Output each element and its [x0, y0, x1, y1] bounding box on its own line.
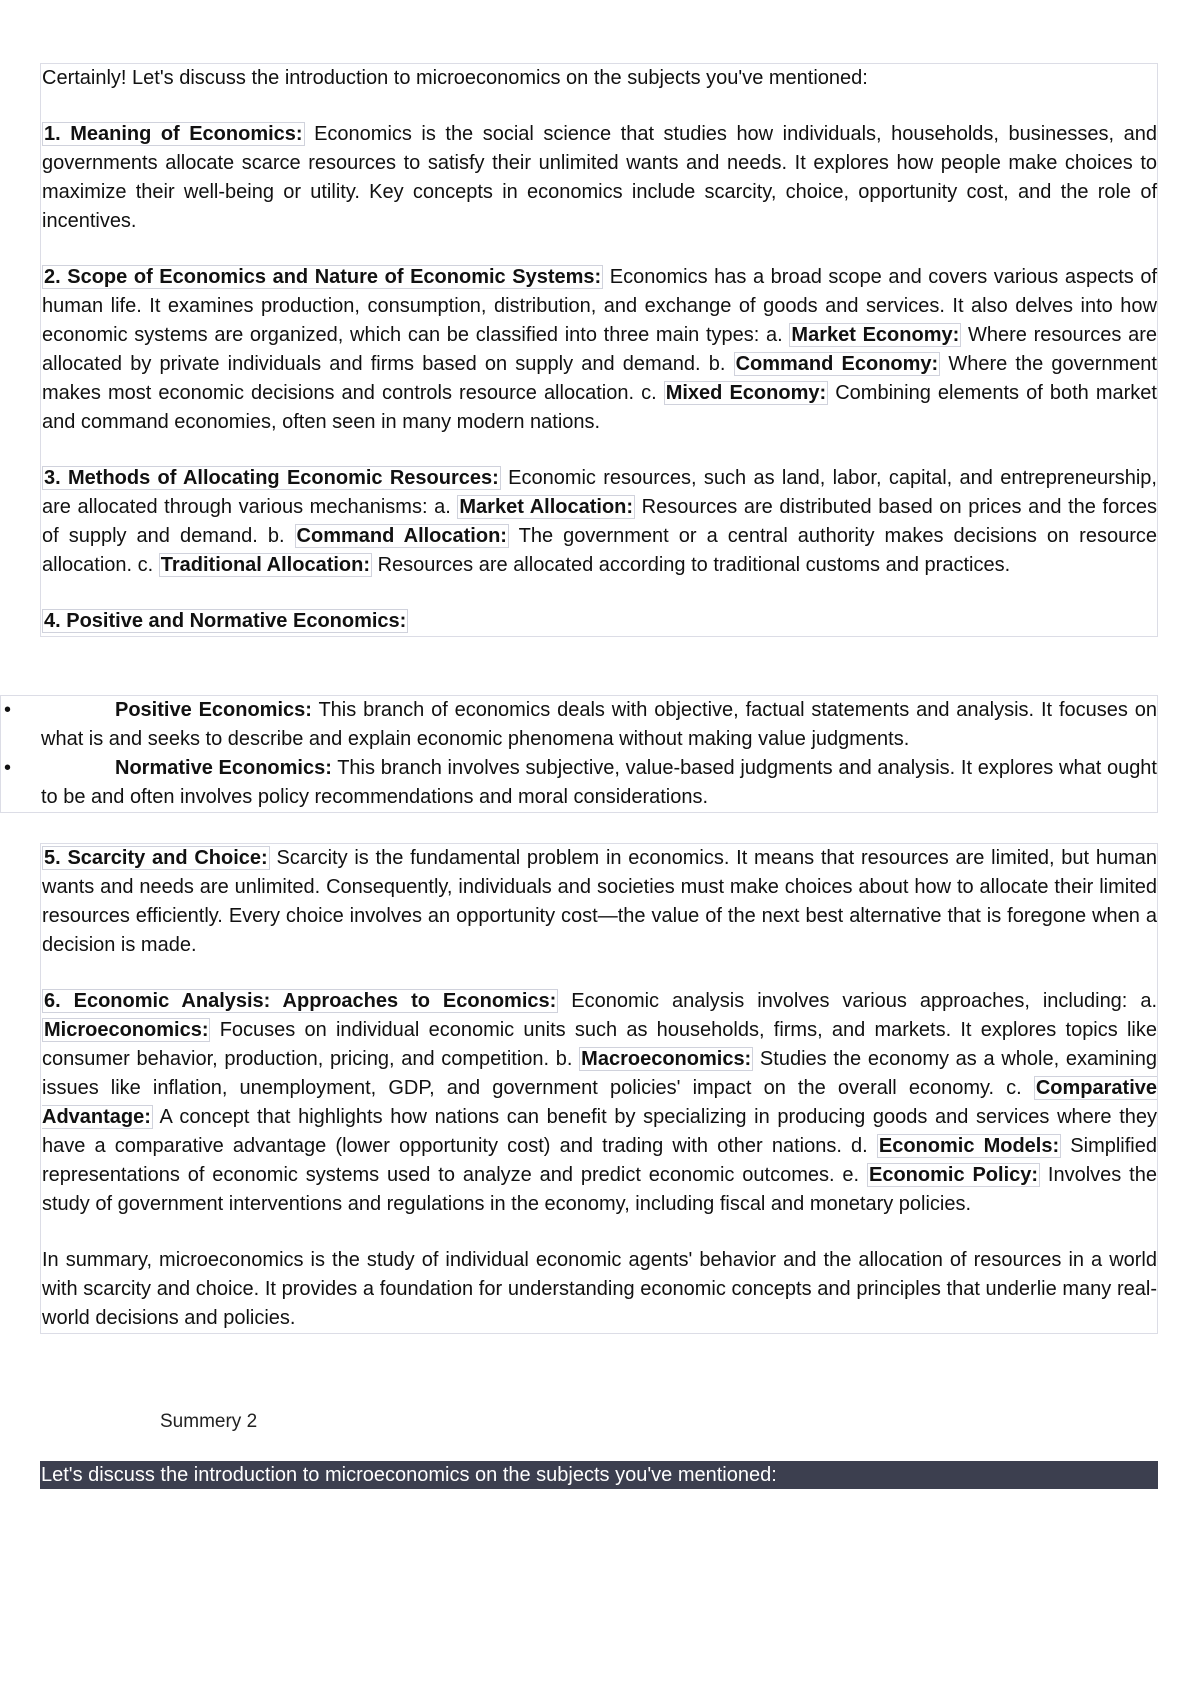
heading-positive-normative: 4. Positive and Normative Economics:: [44, 610, 407, 632]
bullet-positive-economics: [41, 696, 1157, 754]
section-3-text-2: Resources are distributed based on prices and the forces of supply and demand. b.: [42, 496, 1157, 547]
list-item: [1, 754, 1157, 812]
section-2-text-3: Where the government makes most economic decisions and controls resource allocation. c.: [42, 353, 1157, 404]
content-block-main: [40, 63, 1158, 637]
caption-summery-2: Summery 2: [160, 1411, 258, 1432]
bullet-list: [0, 695, 1158, 813]
term-economic-policy: Economic Policy:: [869, 1164, 1039, 1186]
term-traditional-allocation: Traditional Allocation:: [160, 554, 371, 576]
section-3-text-4: Resources are allocated according to traditional customs and practices.: [372, 554, 1011, 576]
term-market-allocation: Market Allocation:: [459, 496, 634, 518]
positive-economics-text: This branch of economics deals with objective, factual statements and analysis. It focuses on what is and seeks to describe and explain economic phenomena without making value judgments.: [41, 699, 1157, 750]
intro-paragraph: Certainly! Let's discuss the introduction to microeconomics on the subjects you've mentioned:: [42, 67, 868, 89]
term-market-economy: Market Economy:: [791, 324, 960, 346]
section-3-text-1: Economic resources, such as land, labor, capital, and entrepreneurship, are allocated through various mechanisms: a.: [42, 467, 1157, 518]
section-scarcity-choice: [42, 844, 1157, 960]
section-6-text-4: A concept that highlights how nations can benefit by specializing in producing goods and services where they have a comparative advantage (lower opportunity cost) and trading with other nations. d.: [42, 1106, 1157, 1157]
bullet-icon: •: [4, 699, 12, 721]
highlighted-selection-bar[interactable]: Let's discuss the introduction to microeconomics on the subjects you've mentioned:: [40, 1461, 1158, 1489]
section-6-text-3: Studies the economy as a whole, examining issues like inflation, unemployment, GDP, and government policies' impact on the overall economy. c.: [42, 1048, 1157, 1099]
term-normative-economics: Normative Economics:: [115, 757, 332, 779]
section-2-text-1: Economics has a broad scope and covers various aspects of human life. It examines production, consumption, distribution, and exchange of goods and services. It also delves into how economic systems are organized, which can be classified into three main types: a.: [42, 266, 1158, 346]
normative-economics-text: This branch involves subjective, value-based judgments and analysis. It explores what ought to be and often involves policy recommendations and moral considerations.: [41, 757, 1157, 808]
section-3-text-3: The government or a central authority makes decisions on resource allocation. c.: [42, 525, 1157, 576]
heading-scarcity-choice: 5. Scarcity and Choice:: [44, 847, 268, 869]
section-1-text: Economics is the social science that studies how individuals, households, businesses, and governments allocate scarce resources to satisfy their unlimited wants and needs. It explores how people make choices to maximize their well-being or utility. Key concepts in economics include scarcity, choice, opportunity cost, and the role of incentives.: [42, 123, 1157, 232]
section-economic-analysis: [42, 987, 1157, 1219]
section-positive-normative: [42, 607, 1157, 636]
term-command-allocation: Command Allocation:: [296, 525, 507, 547]
section-2-text-2: Where resources are allocated by private individuals and firms based on supply and demand. b.: [42, 324, 1158, 375]
section-5-text: Scarcity is the fundamental problem in economics. It means that resources are limited, but human wants and needs are unlimited. Consequently, individuals and societies must make choices about how to allocate their limited resources efficiently. Every choice involves an opportunity cost—the value of the next best alternative that is foregone when a decision is made.: [42, 847, 1158, 956]
section-6-text-2: Focuses on individual economic units such as households, firms, and markets. It explores topics like consumer behavior, production, pricing, and competition. b.: [42, 1019, 1157, 1070]
section-meaning-of-economics: [42, 120, 1157, 236]
section-6-text-5: Simplified representations of economic systems used to analyze and predict economic outcomes. e.: [42, 1135, 1157, 1186]
term-macroeconomics: Macroeconomics:: [581, 1048, 752, 1070]
bullet-icon: •: [4, 757, 12, 779]
heading-meaning-of-economics: 1. Meaning of Economics:: [44, 123, 303, 145]
term-command-economy: Command Economy:: [735, 353, 939, 375]
section-6-text-6: Involves the study of government interventions and regulations in the economy, including fiscal and monetary policies.: [42, 1164, 1157, 1215]
heading-economic-analysis: 6. Economic Analysis: Approaches to Economics:: [44, 990, 557, 1012]
term-microeconomics: Microeconomics:: [44, 1019, 209, 1041]
heading-allocating-resources: 3. Methods of Allocating Economic Resources:: [44, 467, 499, 489]
heading-scope-of-economics: 2. Scope of Economics and Nature of Economic Systems:: [44, 266, 602, 288]
list-item: [1, 696, 1157, 754]
content-block-secondary: [40, 843, 1158, 1334]
bullet-normative-economics: [41, 754, 1157, 812]
section-6-text-1: Economic analysis involves various approaches, including: a.: [558, 990, 1157, 1012]
term-mixed-economy: Mixed Economy:: [665, 382, 827, 404]
term-comparative-advantage: Comparative Advantage:: [42, 1077, 1157, 1128]
term-positive-economics: Positive Economics:: [115, 699, 312, 721]
section-scope-of-economics: [42, 263, 1157, 437]
term-economic-models: Economic Models:: [878, 1135, 1060, 1157]
summary-paragraph: In summary, microeconomics is the study of individual economic agents' behavior and the allocation of resources in a world with scarcity and choice. It provides a foundation for understanding economic concepts and principles that underlie many real-world decisions and policies.: [42, 1249, 1157, 1329]
section-allocating-resources: [42, 464, 1157, 580]
section-2-text-4: Combining elements of both market and command economies, often seen in many modern nations.: [42, 382, 1157, 433]
